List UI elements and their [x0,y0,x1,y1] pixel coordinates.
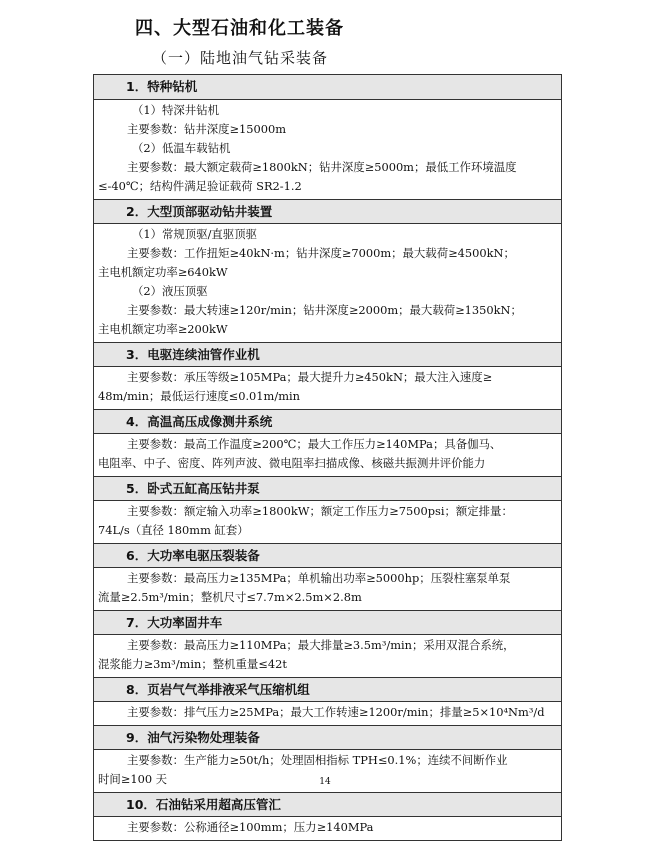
parameter-line: 混浆能力≥3m³/min；整机重量≤42t [98,657,287,671]
section-body [94,634,561,677]
parameter-line: 主要参数：最高压力≥135MPa；单机输出功率≥5000hp；压裂柱塞泵单泵 [127,571,511,585]
parameter-line: ≤-40℃；结构件满足验证载荷 SR2-1.2 [98,179,302,193]
section-title: 9．油气污染物处理装备 [94,725,561,749]
parameter-line: 主要参数：承压等级≥105MPa；最大提升力≥450kN；最大注入速度≥ [127,370,493,384]
parameter-line: （2）低温车载钻机 [132,141,231,155]
section-title: 6．大功率电驱压裂装备 [94,543,561,567]
section-heading: 四、大型石油和化工装备 [135,18,344,39]
parameter-line: 主电机额定功率≥200kW [98,322,228,336]
parameter-line: 48m/min；最低运行速度≤0.01m/min [98,389,300,403]
parameter-line: 主要参数：生产能力≥50t/h；处理固相指标 TPH≤0.1%；连续不间断作业 [127,753,508,767]
section-body [94,223,561,342]
section-title: 10．石油钻采用超高压管汇 [94,792,561,816]
section-body [94,433,561,476]
section-body [94,366,561,409]
parameter-line: 主要参数：最大转速≥120r/min；钻井深度≥2000m；最大载荷≥1350kN； [127,303,522,317]
parameter-line: 流量≥2.5m³/min；整机尺寸≤7.7m×2.5m×2.8m [98,590,362,604]
section-title: 4．高温高压成像测井系统 [94,409,561,433]
section-body [94,567,561,610]
section-body [94,500,561,543]
page-number: 14 [319,777,331,787]
subsection-heading: （一）陆地油气钻采装备 [152,49,329,67]
section-title: 5．卧式五缸高压钻井泵 [94,476,561,500]
section-title: 8．页岩气气举排液采气压缩机组 [94,677,561,701]
parameter-line: 主要参数：最高压力≥110MPa；最大排量≥3.5m³/min；采用双混合系统， [127,638,515,652]
parameter-line: 主要参数：工作扭矩≥40kN·m；钻井深度≥7000m；最大载荷≥4500kN； [127,246,515,260]
parameter-line: 主要参数：最大额定载荷≥1800kN；钻井深度≥5000m；最低工作环境温度 [127,160,517,174]
parameter-line: 主电机额定功率≥640kW [98,265,228,279]
section-body [94,816,561,840]
parameter-line: 主要参数：额定输入功率≥1800kW；额定工作压力≥7500psi；额定排量： [127,504,513,518]
section-title: 2．大型顶部驱动钻井装置 [94,199,561,223]
parameter-line: 主要参数：钻井深度≥15000m [127,122,287,136]
parameter-line: 主要参数：最高工作温度≥200℃；最大工作压力≥140MPa；具备伽马、 [127,437,502,451]
parameter-line: 电阻率、中子、密度、阵列声波、微电阻率扫描成像、核磁共振测井评价能力 [98,456,486,470]
section-title: 3．电驱连续油管作业机 [94,342,561,366]
parameter-line: （1）常规顶驱/直驱顶驱 [132,227,257,241]
section-body [94,701,561,725]
equipment-table [93,74,562,841]
parameter-line: 主要参数：公称通径≥100mm；压力≥140MPa [127,820,374,834]
parameter-line: （1）特深井钻机 [132,103,219,117]
parameter-line: 时间≥100 天 [98,772,168,786]
section-title: 7．大功率固井车 [94,610,561,634]
parameter-line: （2）液压顶驱 [132,284,208,298]
section-body [94,99,561,199]
parameter-line: 74L/s（直径 180mm 缸套） [98,523,249,537]
section-title: 1．特种钻机 [94,75,561,99]
parameter-line: 主要参数：排气压力≥25MPa；最大工作转速≥1200r/min；排量≥5×10⁴Nm³/d [127,705,545,719]
